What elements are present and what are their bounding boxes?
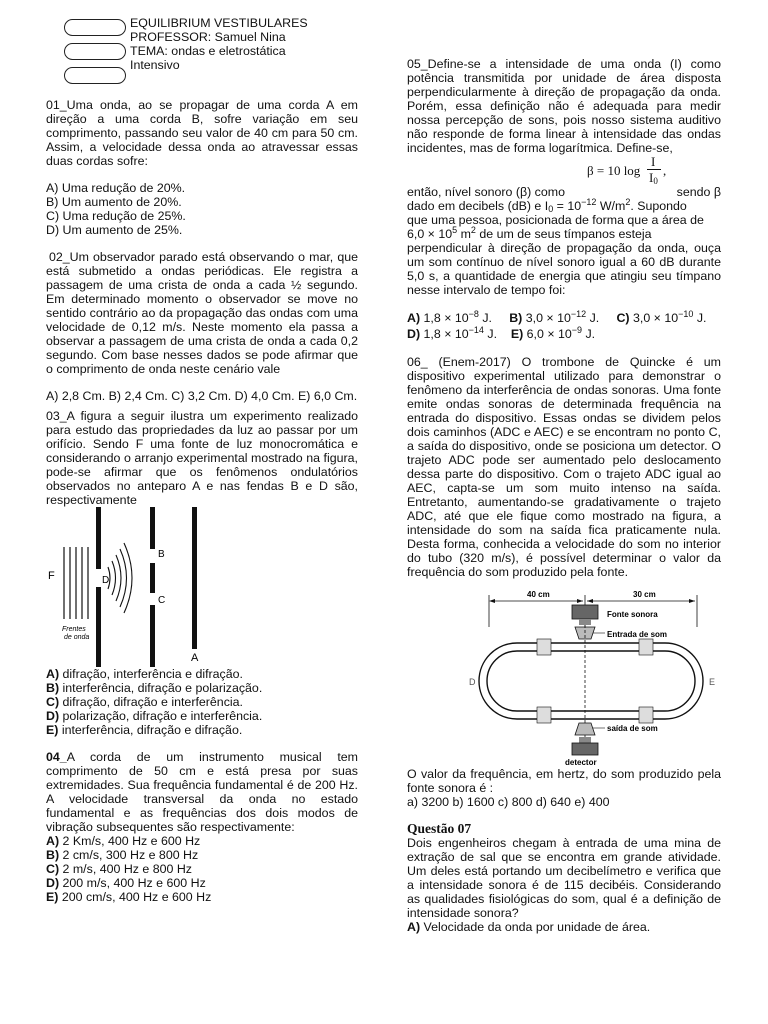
header-professor: PROFESSOR: Samuel Nina bbox=[130, 30, 286, 44]
q5-text: 05_Define-se a intensidade de uma onda (I) como potência transmitida por unidade de área disposta perpendicularmente à direção de propagação da onda. Porém, essa definição não é adequada para medir nossa percepção de sons, pois nosso sistema auditivo não responde de forma linear à intensidade das ondas incidentes, mas de forma logarítmica. Define-se, bbox=[407, 57, 721, 155]
q1-option-a: A) Uma redução de 20%. bbox=[46, 181, 186, 195]
q5-line-d: $6,0 \times 10^5$ $m^2$ de um de seus tímpanos esteja bbox=[407, 225, 652, 241]
q6-label-detector: detector bbox=[565, 758, 597, 767]
q6-options: a) 3200 b) 1600 c) 800 d) 640 e) 400 bbox=[407, 795, 610, 809]
q3-option-d: D) polarização, difração e interferência. bbox=[46, 709, 263, 723]
q3-text: 03_A figura a seguir ilustra um experimento realizado para estudo das propriedades da luz ao passar por um orifício. Sendo F uma fonte de luz monocromática e considerando o arranjo experimental mostrado na figura, pode-se afirmar que os fenômenos ondulatórios observados no anteparo A e nas fendas B e D são, respectivamente bbox=[46, 409, 358, 507]
q4-option-e: E) 200 cm/s, 400 Hz e 600 Hz bbox=[46, 890, 212, 904]
left-column bbox=[46, 98, 358, 904]
q6-dim-right: 30 cm bbox=[633, 590, 656, 599]
q3-option-e: E) interferência, difração e difração. bbox=[46, 723, 243, 737]
q2-text: 02_Um observador parado está observando o mar, que está submetido a ondas periódicas. Ele registra a passagem de uma crista de onda a cada ½ segundo. Em determinado momento o observador se move no sentido contrário ao da propagação das ondas com uma velocidade de 0,12 m/s. Neste momento ela passa a observar a passagem de uma crista de onda a cada 0,2 segundo. Com base nesses dados se pode afirmar que o comprimento de onda neste cenário vale bbox=[46, 250, 358, 376]
q3-label-f: F bbox=[48, 570, 55, 582]
q5-line-c: que uma pessoa, posicionada de forma que a área de bbox=[407, 213, 704, 227]
q3-diffraction-figure bbox=[46, 507, 246, 667]
q6-label-fonte: Fonte sonora bbox=[607, 610, 658, 619]
q3-option-c: C) difração, difração e interferência. bbox=[46, 695, 243, 709]
q6-label-e: E bbox=[709, 677, 716, 687]
q1-text: 01_Uma onda, ao se propagar de uma corda A em direção a uma corda B, sofre variação em seu comprimento, passando seu valor de 40 cm para 50 cm. Assim, a velocidade dessa onda ao atravessar essas duas cordas sofre: bbox=[46, 98, 358, 168]
q5-text-end: perpendicular à direção de propagação da onda, ouça um som contínuo de nível sonoro igual a 60 dB durante 5,0 s, a quantidade de energia que atingiu seu tímpano nesse intervalo de tempo foi: bbox=[407, 241, 721, 297]
q3-label-a: A bbox=[191, 652, 199, 664]
q3-label-c: C bbox=[158, 595, 166, 606]
q4-text: 04_A corda de um instrumento musical tem comprimento de 50 cm e está presa por suas extremidades. Sua frequência fundamental é de 200 Hz. A velocidade transversal da onda no estado fundamental e as frequências dos dois modos de vibração subsequentes são respectivamente: bbox=[46, 750, 358, 834]
q4-option-b: B) 2 cm/s, 300 Hz e 800 Hz bbox=[46, 848, 199, 862]
q4-option-d: D) 200 m/s, 400 Hz e 600 Hz bbox=[46, 876, 206, 890]
q5-formula: β = 10 log I $I_0$ , bbox=[587, 154, 667, 186]
q7-text: Dois engenheiros chegam à entrada de uma mina de extração de sal que se encontra em grande atividade. Um deles está portando um decibelímetro e verifica que a intensidade sonora é de 115 decibéis. Considerando as qualidades fisiológicas do som, qual é a definição de intensidade sonora? bbox=[407, 836, 721, 920]
q5-line-b: dado em decibels (dB) e $I_0 = 10^{-12}$ $W/m^2$. Supondo bbox=[407, 197, 687, 214]
q4-option-c: C) 2 m/s, 400 Hz e 800 Hz bbox=[46, 862, 192, 876]
header-title: EQUILIBRIUM VESTIBULARES bbox=[130, 16, 308, 30]
q6-quincke-figure bbox=[407, 587, 721, 767]
q7-title: Questão 07 bbox=[407, 821, 472, 836]
header-pill-2 bbox=[64, 43, 126, 60]
q6-text: 06_ (Enem-2017) O trombone de Quincke é um dispositivo experimental utilizado para demonstrar o fenômeno da interferência de ondas sonoras. Uma fonte emite ondas sonoras de determinada frequência na entrada do dispositivo. Essas ondas se dividem pelos dois caminhos (ADC e AEC) e se encontram no ponto C, a saída do dispositivo, onde se posiciona um detector. O trajeto ADC pode ser aumentado pelo deslocamento dessa parte do dispositivo. Com o trajeto ADC igual ao AEC, capta-se um som muito intenso na saída. Entretanto, aumentando-se gradativamente o trajeto ADC, até que ele fique como mostrado na figura, a intensidade do som na saída fica praticamente nula. Desta forma, conhecida a velocidade do som no interior do tubo (320 m/s), é possível determinar o valor da frequência do som produzido pela fonte. bbox=[407, 355, 721, 579]
q3-label-fronts-2: de onda bbox=[64, 634, 90, 641]
q3-option-a: A) difração, interferência e difração. bbox=[46, 667, 243, 681]
q6-label-d: D bbox=[469, 677, 476, 687]
q4-option-a: A) 2 Km/s, 400 Hz e 600 Hz bbox=[46, 834, 201, 848]
header-pill-3 bbox=[64, 67, 126, 84]
q3-label-d: D bbox=[102, 575, 110, 586]
right-column bbox=[407, 57, 721, 934]
q6-dim-left: 40 cm bbox=[527, 590, 550, 599]
q5-options-row-1: A) $1,8 \times 10^{-8}$ J. B) $3,0 \times 10^{-12}$ J. C) $3,0 \times 10^{-10}$ J. bbox=[407, 309, 707, 325]
header bbox=[130, 16, 308, 72]
q5-options-row-2: D) $1,8 \times 10^{-14}$ J. E) $6,0 \times 10^{-9}$ J. bbox=[407, 325, 596, 341]
q3-label-b: B bbox=[158, 549, 165, 560]
q1-option-d: D) Um aumento de 25%. bbox=[46, 223, 183, 237]
q1-option-b: B) Um aumento de 20%. bbox=[46, 195, 182, 209]
q2-options: A) 2,8 Cm. B) 2,4 Cm. C) 3,2 Cm. D) 4,0 Cm. E) 6,0 Cm. bbox=[46, 389, 358, 403]
q6-label-entrada: Entrada de som bbox=[607, 630, 668, 639]
q5-line-a: então, nível sonoro (β) como sendo β bbox=[407, 185, 721, 199]
q3-option-b: B) interferência, difração e polarização. bbox=[46, 681, 263, 695]
header-pill-1 bbox=[64, 19, 126, 36]
q6-label-saida: saída de som bbox=[607, 724, 658, 733]
q7-option-a: A) Velocidade da onda por unidade de área. bbox=[407, 920, 651, 934]
q1-option-c: C) Uma redução de 25%. bbox=[46, 209, 186, 223]
q6-question: O valor da frequência, em hertz, do som produzido pela fonte sonora é : bbox=[407, 767, 721, 795]
q3-label-fronts-1: Frentes bbox=[62, 626, 86, 633]
header-tema: TEMA: ondas e eletrostática bbox=[130, 44, 286, 58]
header-level: Intensivo bbox=[130, 58, 180, 72]
